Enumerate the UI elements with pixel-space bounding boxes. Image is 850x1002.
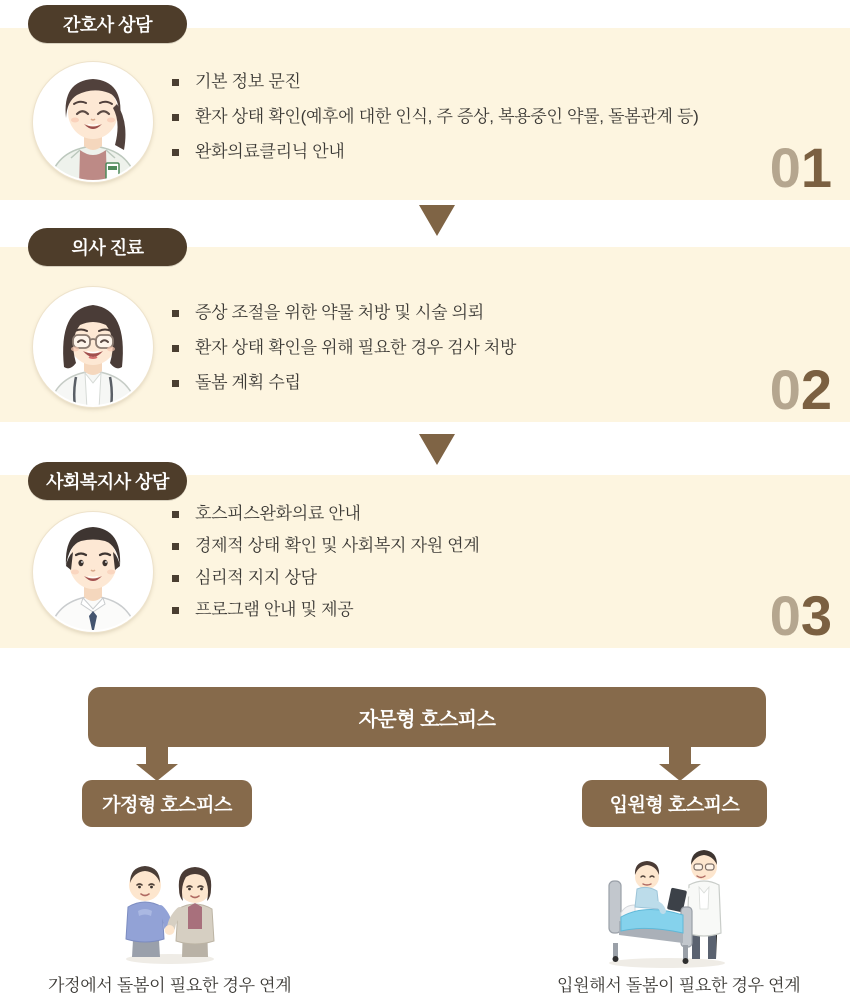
- elderly-couple-illustration: [108, 845, 233, 967]
- inpatient-hospice-caption: 입원해서 돌봄이 필요한 경우 연계: [557, 976, 801, 995]
- nurse-avatar-icon: [33, 62, 153, 182]
- list-item: [172, 536, 480, 556]
- list-item: [172, 338, 516, 358]
- bullet-square-icon: [172, 607, 179, 614]
- bullet-square-icon: [172, 543, 179, 550]
- home-hospice-caption: 가정에서 돌봄이 필요한 경우 연계: [48, 976, 292, 995]
- badge-nurse-consultation: 간호사 상담: [28, 5, 187, 43]
- step-number-2-digit: 2: [800, 358, 832, 421]
- list-item-text: 기본 정보 문진: [195, 72, 301, 91]
- flow-arrow-left: [146, 747, 168, 764]
- doctor-avatar-icon: [33, 287, 153, 407]
- patient-and-doctor-illustration: [595, 833, 740, 971]
- social-worker-avatar-icon: [33, 512, 153, 632]
- list-item: [172, 303, 516, 323]
- down-arrow-icon: [419, 434, 455, 465]
- flow-box-home-hospice: 가정형 호스피스: [82, 780, 252, 827]
- list-item-text: 증상 조절을 위한 약물 처방 및 시술 의뢰: [195, 303, 484, 322]
- bullet-square-icon: [172, 149, 179, 156]
- flow-box-advisory-hospice: 자문형 호스피스: [88, 687, 766, 747]
- list-item: [172, 107, 699, 127]
- list-item: [172, 504, 480, 524]
- flow-arrow-left-head-icon: [136, 764, 178, 781]
- list-item: [172, 373, 516, 393]
- bullet-square-icon: [172, 79, 179, 86]
- bullet-square-icon: [172, 114, 179, 121]
- bullet-square-icon: [172, 511, 179, 518]
- badge-doctor-treatment: 의사 진료: [28, 228, 187, 266]
- list-item: [172, 72, 699, 92]
- step-number-2: [769, 358, 832, 421]
- list-item-text: 호스피스완화의료 안내: [195, 504, 361, 523]
- flow-box-inpatient-hospice: 입원형 호스피스: [582, 780, 767, 827]
- list-item-text: 프로그램 안내 및 제공: [195, 600, 354, 619]
- step-number-3-digit: 3: [800, 584, 832, 647]
- list-item-text: 완화의료클리닉 안내: [195, 142, 345, 161]
- step-number-3: [769, 584, 832, 647]
- flow-arrow-right-head-icon: [659, 764, 701, 781]
- list-item-text: 환자 상태 확인(예후에 대한 인식, 주 증상, 복용중인 약물, 돌봄관계 등): [195, 107, 699, 126]
- flow-arrow-right: [669, 747, 691, 764]
- bullet-square-icon: [172, 380, 179, 387]
- step-number-3-prefix: 0: [769, 584, 801, 647]
- bullet-square-icon: [172, 345, 179, 352]
- social-worker-task-list: [172, 504, 480, 632]
- list-item: [172, 568, 480, 588]
- list-item-text: 경제적 상태 확인 및 사회복지 자원 연계: [195, 536, 480, 555]
- step-number-2-prefix: 0: [769, 358, 801, 421]
- doctor-task-list: [172, 303, 516, 408]
- nurse-avatar: [33, 62, 153, 182]
- step-number-1-digit: 1: [800, 136, 832, 199]
- down-arrow-icon: [419, 205, 455, 236]
- list-item-text: 환자 상태 확인을 위해 필요한 경우 검사 처방: [195, 338, 517, 357]
- bullet-square-icon: [172, 575, 179, 582]
- list-item: [172, 600, 480, 620]
- step-number-1: [769, 136, 832, 199]
- bullet-square-icon: [172, 310, 179, 317]
- badge-social-worker-consultation: 사회복지사 상담: [28, 462, 187, 500]
- step-number-1-prefix: 0: [769, 136, 801, 199]
- list-item-text: 심리적 지지 상담: [195, 568, 317, 587]
- nurse-task-list: [172, 72, 699, 177]
- list-item: [172, 142, 699, 162]
- list-item-text: 돌봄 계획 수립: [195, 373, 301, 392]
- social-worker-avatar: [33, 512, 153, 632]
- doctor-avatar: [33, 287, 153, 407]
